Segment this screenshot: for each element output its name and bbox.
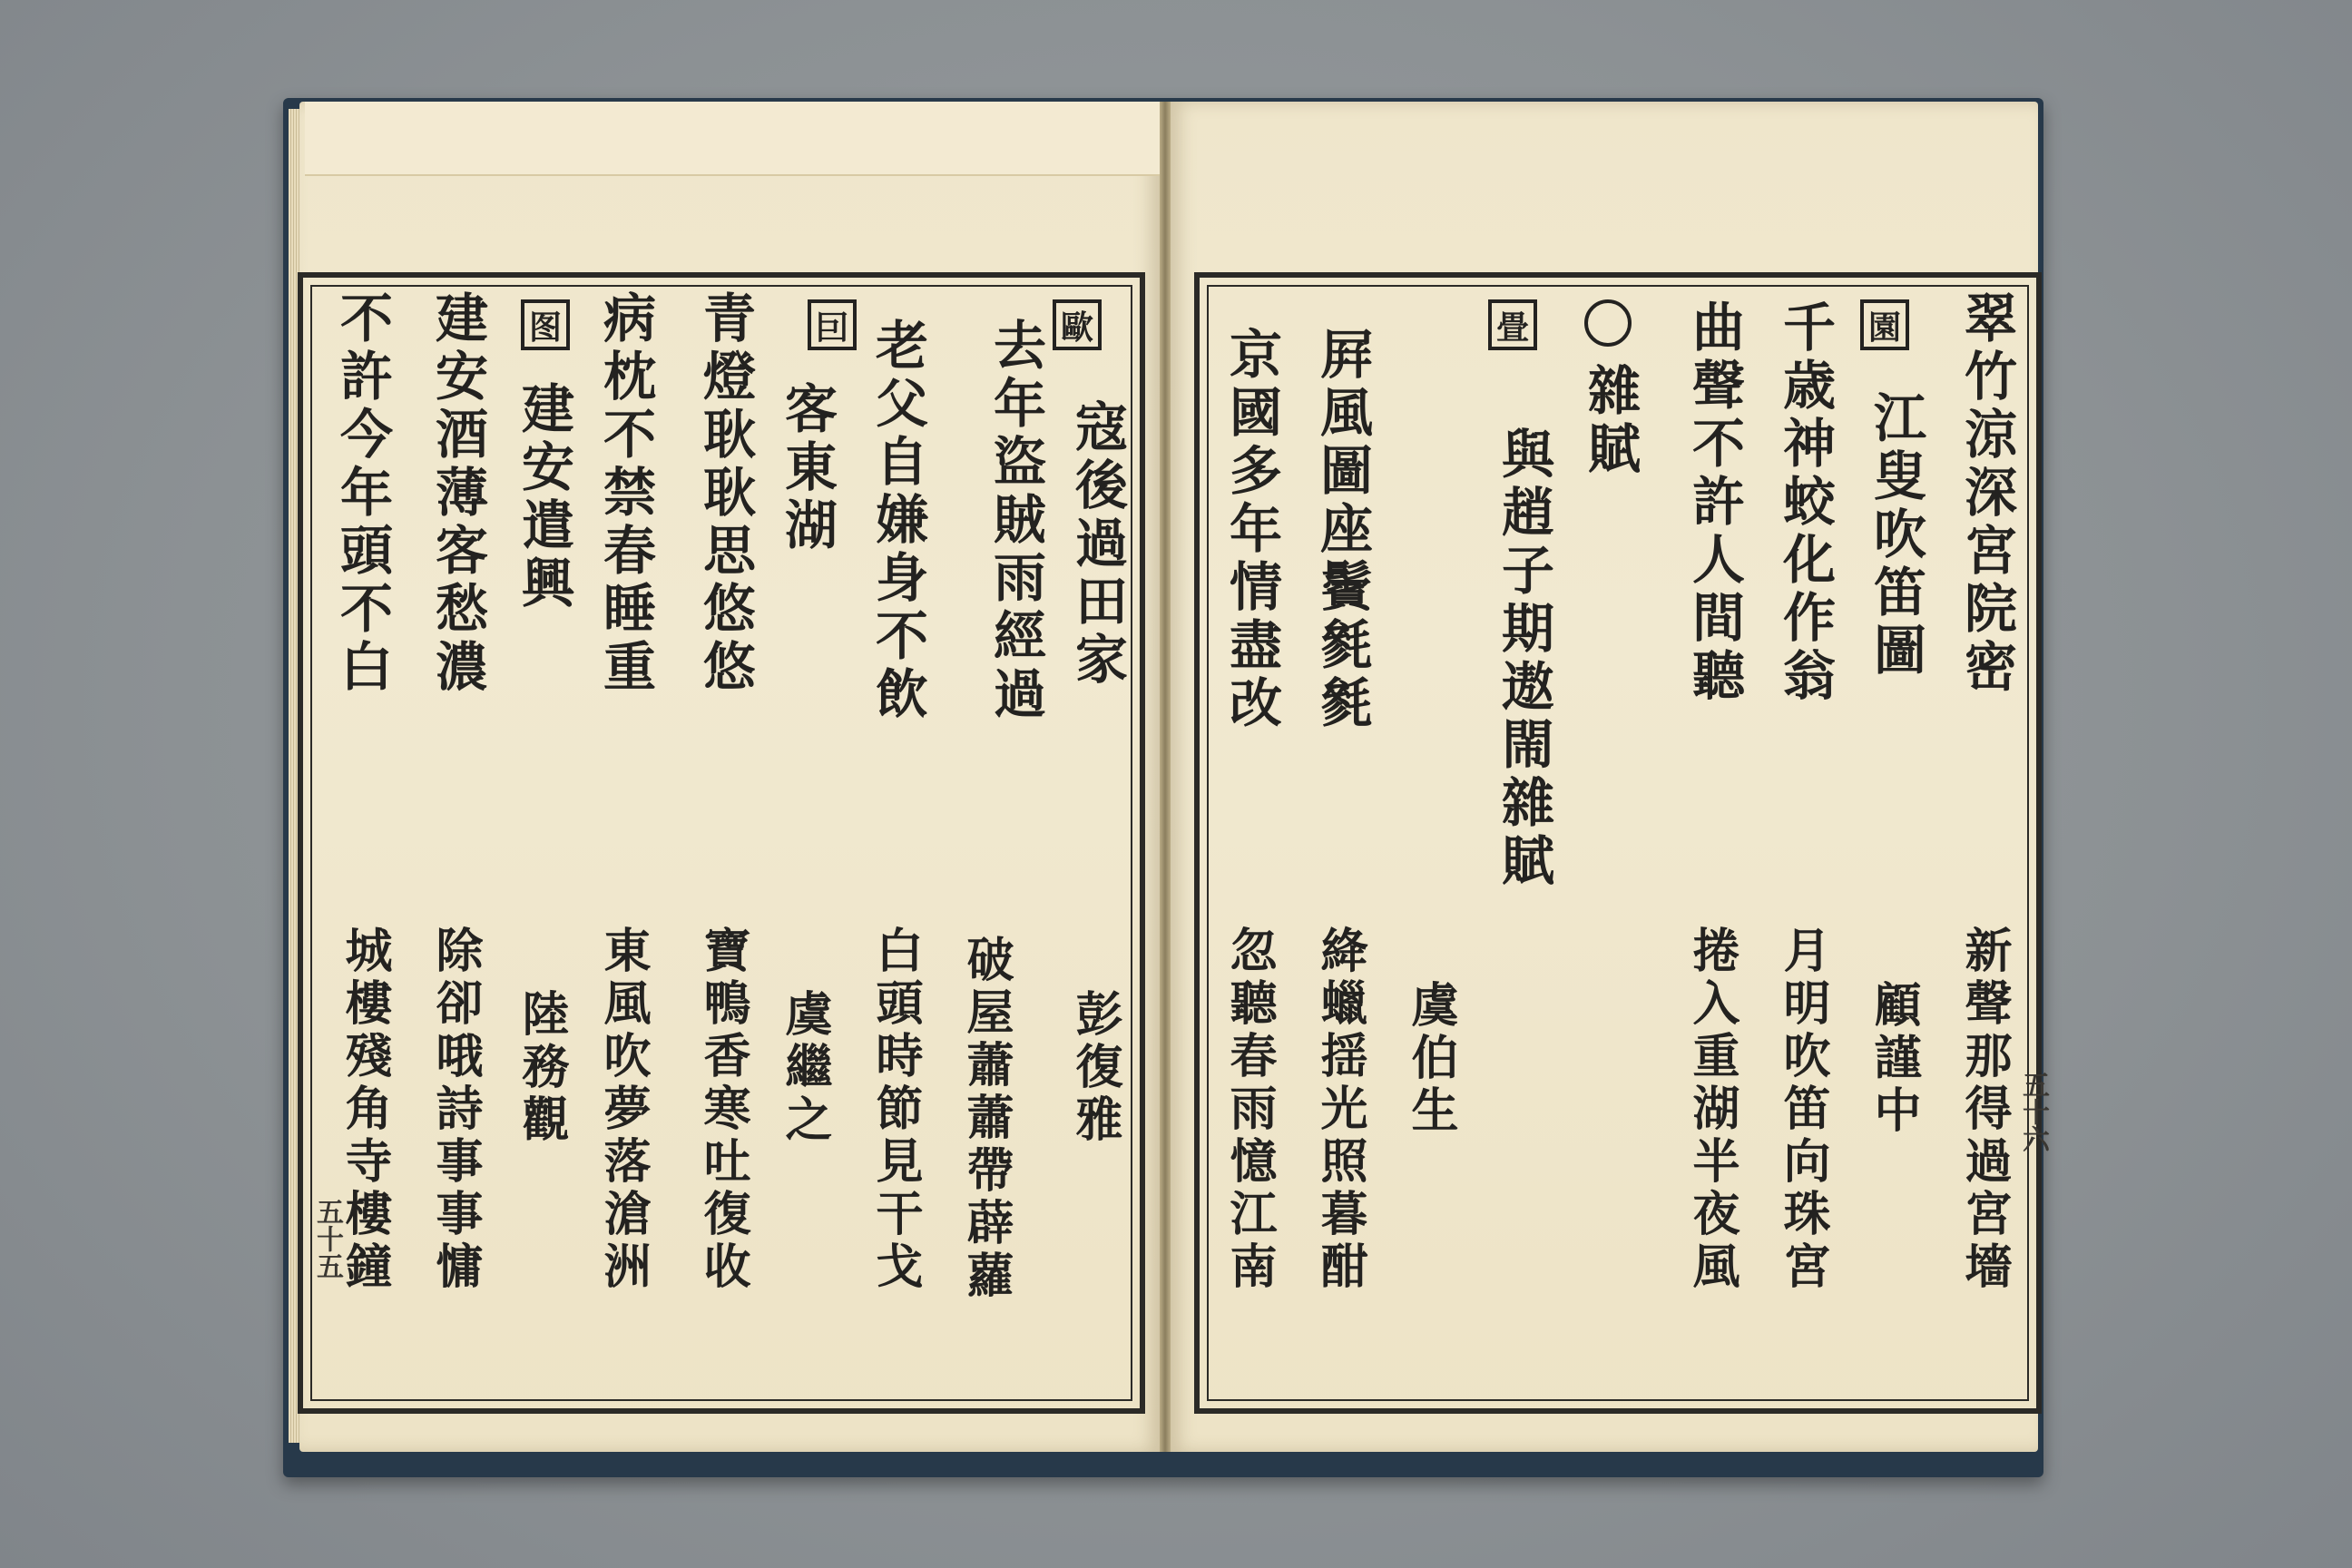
right-lower-col-2: 月明吹笛向珠宮 [1775, 926, 1830, 1294]
left-col-2: 老父自嫌身不飲 [867, 318, 928, 724]
left-lower-col-5: 除卻哦詩事事慵 [427, 926, 483, 1294]
right-col-3: 曲聲不許人間聽 [1683, 299, 1745, 706]
left-col-5: 病枕不禁春睡重 [594, 290, 656, 697]
left-col-7: 不許今年頭不白 [331, 290, 393, 697]
right-lower-col-4: 絳蠟揺光照暮酣 [1312, 926, 1367, 1294]
left-col-3: 客東湖 [776, 381, 838, 555]
right-lower-col-5: 忽聽春雨憶江南 [1221, 926, 1277, 1294]
right-col-2: 千歳神蛟化作翁 [1774, 299, 1836, 706]
left-lower-author-1: 彭復雅 [1067, 989, 1122, 1147]
left-col-poem-title: 寇後過田家 [1066, 399, 1128, 690]
left-col-4: 青燈耿耿思悠悠 [694, 290, 756, 697]
left-col-1: 去年盜賊雨經過 [985, 318, 1046, 724]
section-title: 雜賦 [1579, 363, 1641, 479]
left-tag-c: 图 [521, 299, 570, 350]
right-col-b1: 屛風圖座鬢毿毿 [1311, 327, 1373, 733]
right-lower-col-1: 新聲那得過宮墻 [1956, 926, 2012, 1294]
right-col-poem-title: 江叟吹笛圖 [1865, 390, 1926, 681]
left-lower-author-3: 陸務觀 [514, 989, 569, 1147]
left-page-top-margin [305, 102, 1160, 176]
left-lower-col-4: 東風吹夢落滄洲 [595, 926, 651, 1294]
left-col-6: 建安酒薄客愁濃 [426, 290, 488, 697]
right-col-b2: 京國多年情盡改 [1220, 327, 1282, 733]
left-folio: 五十五 [311, 1198, 343, 1279]
section-circle-mark [1584, 299, 1632, 347]
left-lower-col-2: 白頭時節見干戈 [867, 926, 923, 1294]
left-lower-col-1: 破屋蕭蕭帶薜蘿 [958, 935, 1014, 1303]
left-col-8: 建安遣興 [513, 381, 574, 613]
right-col-1: 翠竹涼深宮院密 [1955, 290, 2017, 697]
right-tag-b: 畳 [1488, 299, 1537, 350]
book-gutter [1160, 102, 1171, 1452]
right-header-tag: 園 [1860, 299, 1909, 350]
left-tag-b: 囙 [808, 299, 857, 350]
left-header-tag: 歐 [1053, 299, 1102, 350]
right-folio: 五十六 [2017, 1071, 2049, 1152]
right-lower-author-1: 顧謹中 [1866, 980, 1921, 1138]
left-lower-col-3: 寶鴨香寒吐復收 [695, 926, 750, 1294]
right-lower-col-3: 捲入重湖半夜風 [1684, 926, 1740, 1294]
left-lower-author-2: 虞繼之 [777, 989, 832, 1147]
right-lower-author-2: 虞伯生 [1403, 980, 1458, 1138]
left-lower-col-6: 城樓殘角寺樓鐘 [337, 926, 392, 1294]
section-subtitle: 與趙子期遨閙雜賦 [1493, 426, 1554, 891]
